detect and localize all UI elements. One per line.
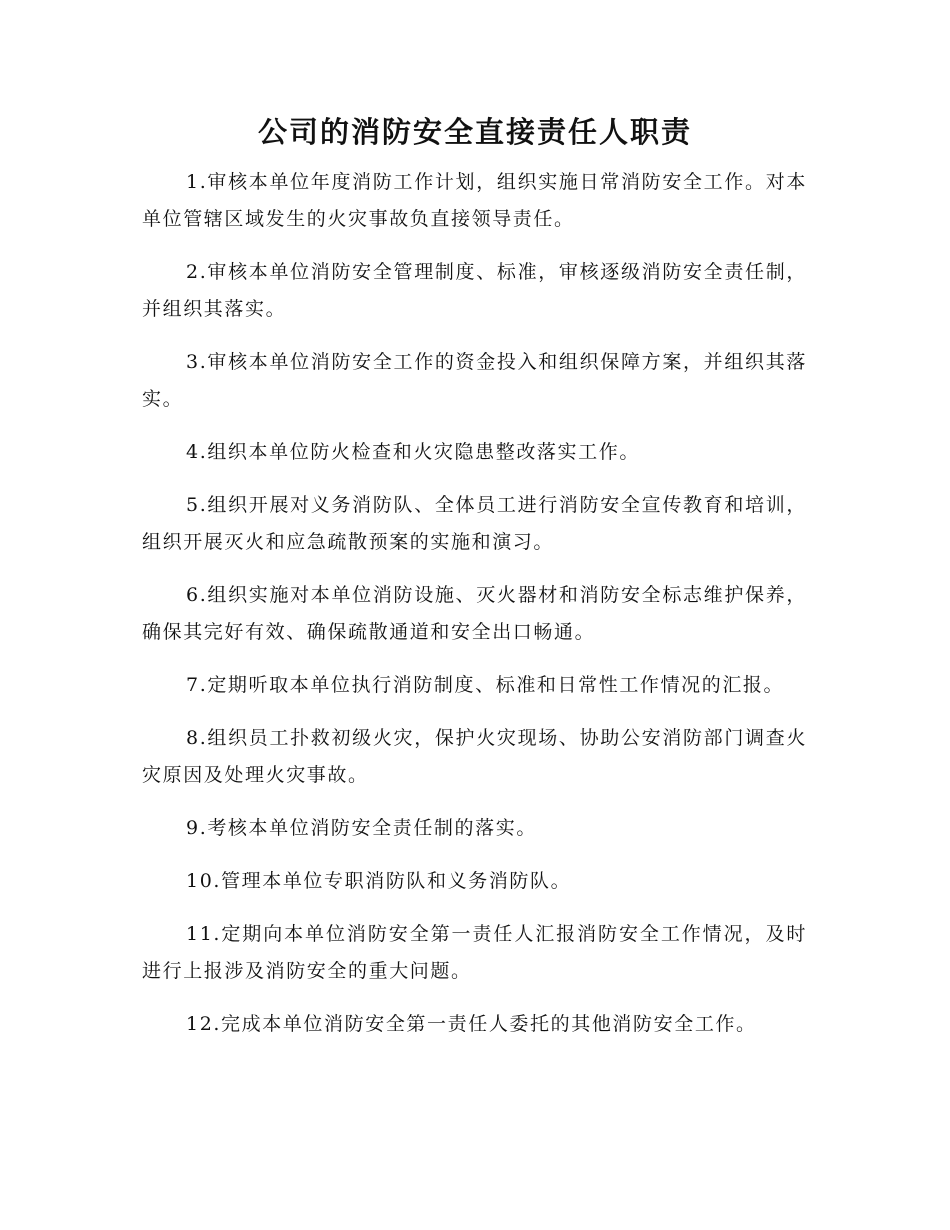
paragraph-12: 12.完成本单位消防安全第一责任人委托的其他消防安全工作。 [186,1013,757,1035]
paragraph-5: 5.组织开展对义务消防队、全体员工进行消防安全宣传教育和培训，组织开展灭火和应急疏散预案的实施和演习。 [142,494,807,553]
paragraph-3: 3.审核本单位消防安全工作的资金投入和组织保障方案，并组织其落实。 [142,351,807,410]
paragraph-2: 2.审核本单位消防安全管理制度、标准，审核逐级消防安全责任制，并组织其落实。 [142,261,807,320]
paragraph-11: 11.定期向本单位消防安全第一责任人汇报消防安全工作情况，及时进行上报涉及消防安全的重大问题。 [142,923,807,982]
paragraph-4: 4.组织本单位防火检查和火灾隐患整改落实工作。 [186,441,640,463]
paragraph-10: 10.管理本单位专职消防队和义务消防队。 [186,870,572,892]
paragraph-6: 6.组织实施对本单位消防设施、灭火器材和消防安全标志维护保养，确保其完好有效、确保疏散通道和安全出口畅通。 [142,584,807,643]
paragraph-9: 9.考核本单位消防安全责任制的落实。 [186,817,537,839]
document-body [142,164,807,1059]
paragraph-7: 7.定期听取本单位执行消防制度、标准和日常性工作情况的汇报。 [186,674,785,696]
paragraph-1: 1.审核本单位年度消防工作计划，组织实施日常消防安全工作。对本单位管辖区域发生的火灾事故负直接领导责任。 [142,171,807,230]
paragraph-8: 8.组织员工扑救初级火灾，保护火灾现场、协助公安消防部门调查火灾原因及处理火灾事故。 [142,727,807,786]
document-title: 公司的消防安全直接责任人职责 [257,115,692,149]
